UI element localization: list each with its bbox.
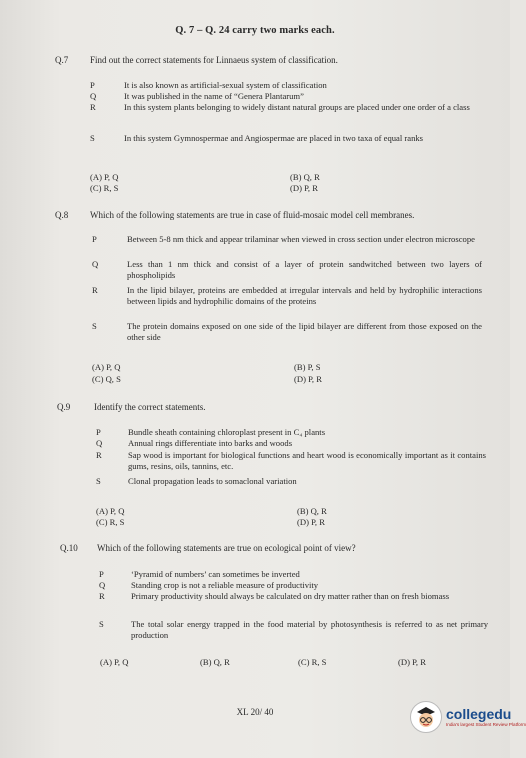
statement-letter: S — [90, 133, 95, 143]
statement-text: Bundle sheath containing chloroplast present in C₄ plants — [128, 427, 326, 437]
statement-text: Annual rings differentiate into barks and woods — [128, 438, 293, 448]
question-text: Which of the following statements are true on ecological point of view? — [97, 543, 356, 553]
statement-text: ‘Pyramid of numbers’ can sometimes be inverted — [131, 569, 300, 579]
statement-letter: Q — [92, 259, 99, 269]
statement-letter: S — [96, 476, 101, 486]
statement-letter: R — [90, 102, 96, 112]
page-footer: XL 20/ 40 — [236, 707, 274, 717]
student-mascot-icon — [410, 701, 442, 733]
option-a: (A) P, Q — [100, 657, 129, 667]
statement-text: In this system plants belonging to widely distant natural groups are placed under one order of a class — [124, 102, 470, 112]
option-b: (B) Q, R — [297, 506, 327, 516]
statement-text: In the lipid bilayer, proteins are embedded at irregular intervals and held by hydrophilic interactions between lipids and hydrophilic domains of the proteins — [127, 285, 482, 306]
statement-letter: R — [92, 285, 98, 295]
logo-name: collegedu — [446, 706, 512, 722]
statement-text: Less than 1 nm thick and consist of a layer of protein sandwitched between two layers of phospholipids — [127, 259, 482, 280]
statement-letter: S — [92, 321, 97, 331]
logo-tagline: India's largest Student Review Platform — [446, 722, 526, 727]
statement-letter: P — [99, 569, 104, 579]
question-text: Find out the correct statements for Linnaeus system of classification. — [90, 55, 338, 65]
statement-text: Standing crop is not a reliable measure of productivity — [131, 580, 319, 590]
statement-text: Sap wood is important for biological functions and heart wood is economically important as it contains gums, resins, oils, tannins, etc. — [128, 450, 486, 471]
statement-letter: Q — [96, 438, 103, 448]
section-header: Q. 7 – Q. 24 carry two marks each. — [175, 25, 335, 36]
question-number: Q.7 — [55, 55, 69, 65]
option-a: (A) P, Q — [96, 506, 125, 516]
option-b: (B) Q, R — [200, 657, 230, 667]
statement-text: Primary productivity should always be calculated on dry matter rather than on fresh biomass — [131, 591, 450, 601]
option-d: (D) P, R — [290, 183, 318, 193]
option-c: (C) R, S — [298, 657, 327, 667]
question-text: Which of the following statements are true in case of fluid-mosaic model cell membranes. — [90, 210, 415, 220]
option-b: (B) Q, R — [290, 172, 320, 182]
question-text: Identify the correct statements. — [94, 402, 206, 412]
statement-letter: R — [96, 450, 102, 460]
option-b: (B) P, S — [294, 362, 321, 372]
statement-letter: P — [92, 234, 97, 244]
statement-text: The total solar energy trapped in the food material by photosynthesis is referred to as net primary production — [131, 619, 488, 640]
option-c: (C) R, S — [90, 183, 119, 193]
statement-letter: S — [99, 619, 104, 629]
statement-letter: Q — [99, 580, 106, 590]
statement-text: Clonal propagation leads to somaclonal variation — [128, 476, 297, 486]
option-a: (A) P, Q — [90, 172, 119, 182]
statement-text: It is also known as artificial-sexual system of classification — [124, 80, 327, 90]
option-a: (A) P, Q — [92, 362, 121, 372]
statement-letter: Q — [90, 91, 97, 101]
question-number: Q.10 — [60, 543, 78, 553]
statement-text: The protein domains exposed on one side of the lipid bilayer are different from those exposed on the other side — [127, 321, 482, 342]
statement-letter: R — [99, 591, 105, 601]
collegedunia-logo — [410, 697, 526, 737]
statement-text: Between 5-8 nm thick and appear trilaminar when viewed in cross section under electron microscope — [127, 234, 475, 244]
option-d: (D) P, R — [297, 517, 325, 527]
statement-text: It was published in the name of “Genera Plantarum” — [124, 91, 304, 101]
option-c: (C) Q, S — [92, 374, 121, 384]
option-d: (D) P, R — [294, 374, 322, 384]
option-c: (C) R, S — [96, 517, 125, 527]
question-number: Q.9 — [57, 402, 71, 412]
option-d: (D) P, R — [398, 657, 426, 667]
statement-letter: P — [96, 427, 101, 437]
question-number: Q.8 — [55, 210, 69, 220]
statement-text: In this system Gymnospermae and Angiospermae are placed in two taxa of equal ranks — [124, 133, 424, 143]
statement-letter: P — [90, 80, 95, 90]
